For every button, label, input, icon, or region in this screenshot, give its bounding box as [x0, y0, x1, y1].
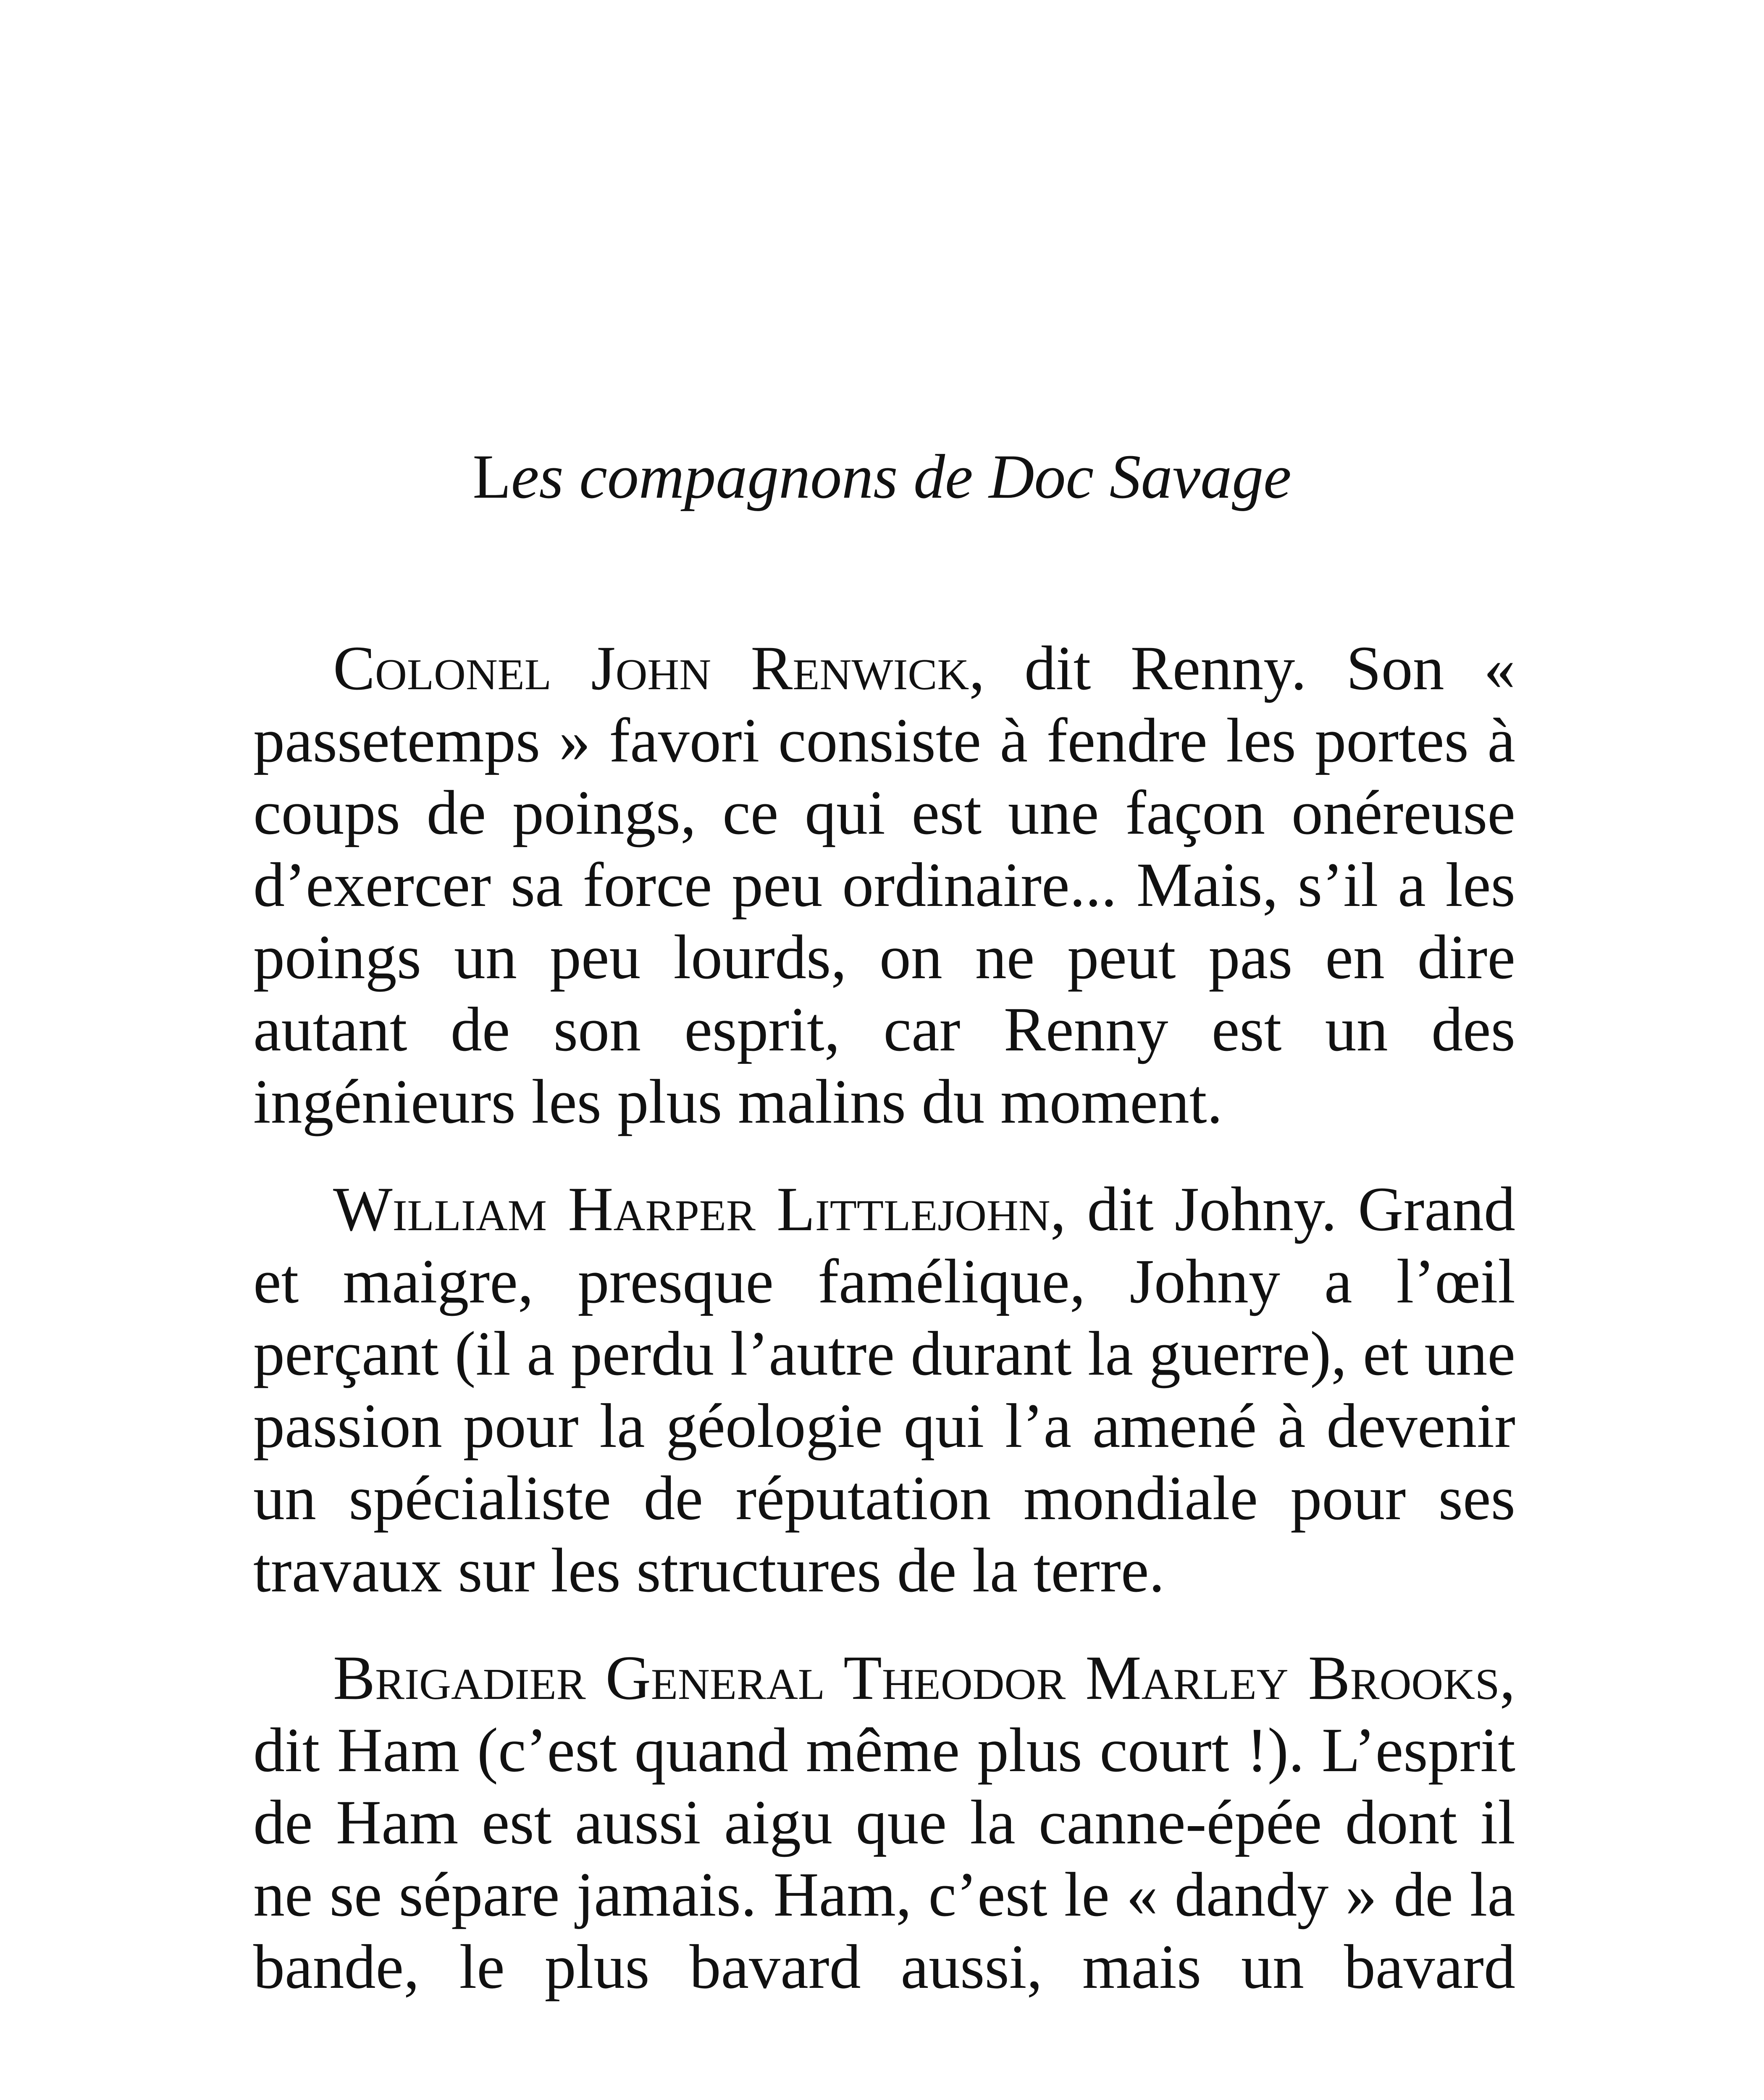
character-name: William Harper Littlejohn	[333, 1174, 1050, 1244]
paragraph-text: , dit Ham (c’est quand même plus court !). L’esprit de Ham est aussi aigu que la canne-épée dont il ne se sépare jamais. Ham, c’est le « dandy » de la bande, le plus bavard aussi, mais un bavard	[253, 1643, 1515, 2002]
title-first-letter: L	[472, 442, 511, 512]
paragraph-renny	[253, 632, 1515, 1138]
paragraph-text: , dit Renny. Son « passetemps » favori consiste à fendre les portes à coups de poings, ce qui est une façon onéreuse d’exercer sa force peu ordinaire... Mais, s’il a les poings un peu lourds, on ne peut pas en dire autant de son esprit, car Renny est un des ingénieurs les plus malins du moment.	[253, 633, 1515, 1137]
page-title	[0, 435, 1764, 519]
paragraph-ham	[253, 1642, 1515, 2003]
paragraph-johny	[253, 1173, 1515, 1606]
body-text	[253, 632, 1515, 2003]
character-name: Colonel John Renwick	[333, 633, 969, 703]
title-rest: es compagnons de Doc Savage	[511, 442, 1292, 512]
paragraph-text: , dit Johny. Grand et maigre, presque famélique, Johny a l’œil perçant (il a perdu l’autre durant la guerre), et une passion pour la géologie qui l’a amené à devenir un spécialiste de réputation mondiale pour ses travaux sur les structures de la terre.	[253, 1174, 1515, 1605]
character-name: Brigadier General Theodor Marley Brooks	[333, 1643, 1500, 1713]
